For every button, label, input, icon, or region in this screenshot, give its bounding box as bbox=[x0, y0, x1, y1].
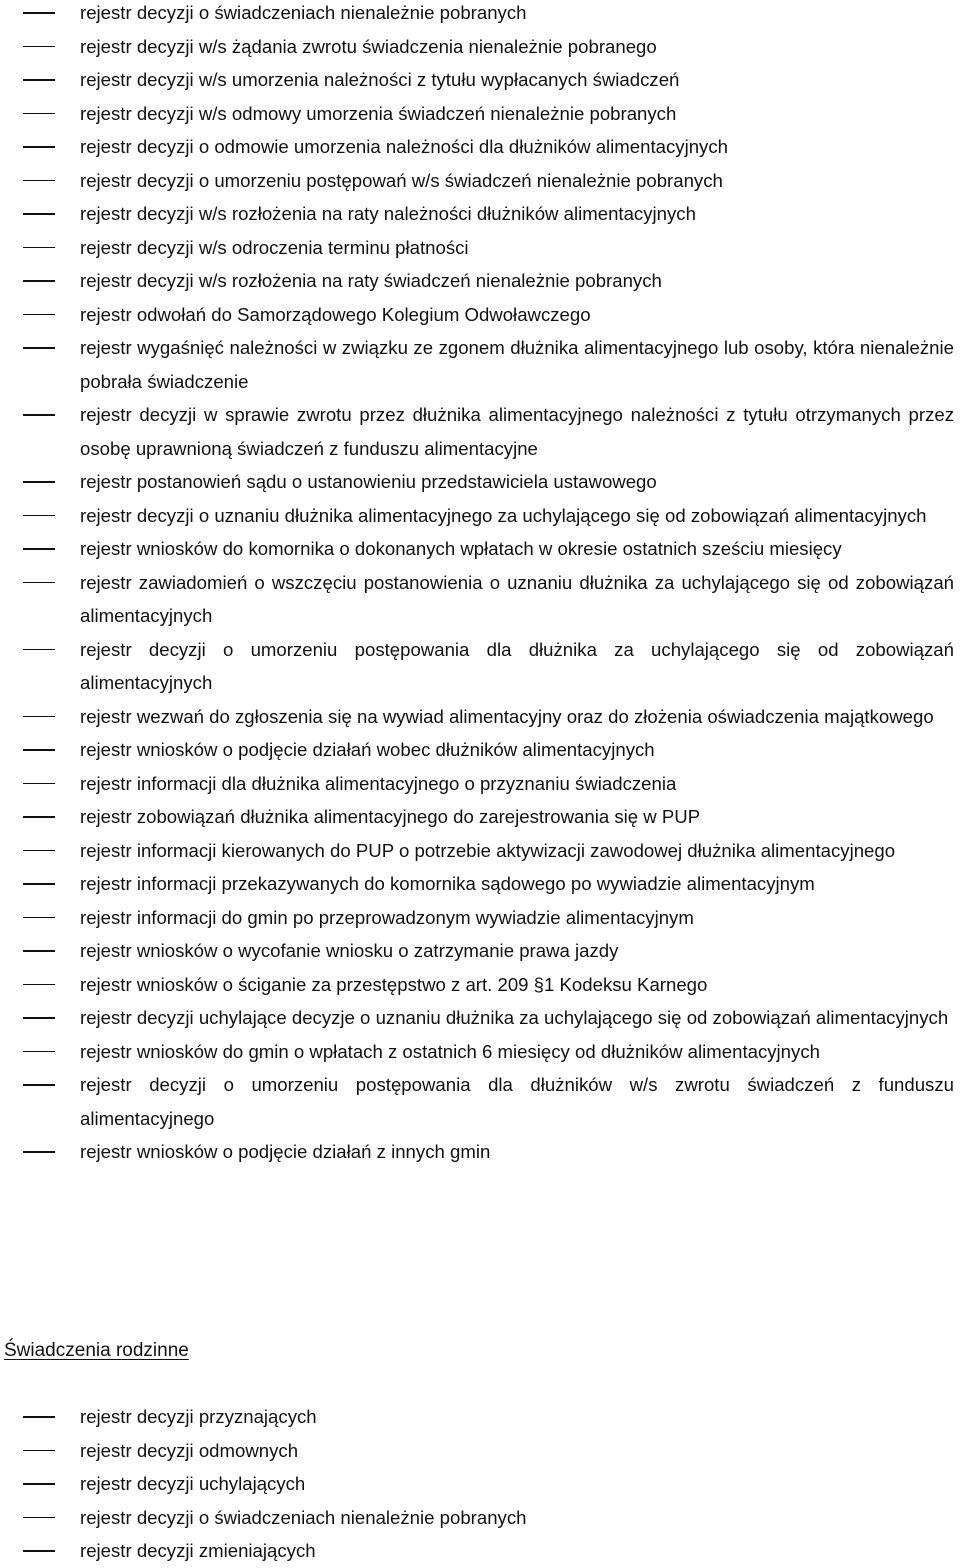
list-item-text: rejestr decyzji zmieniających bbox=[80, 1540, 316, 1561]
list-item bbox=[0, 130, 954, 164]
list-item-text: rejestr decyzji przyznających bbox=[80, 1406, 317, 1427]
dash-bullet-icon bbox=[23, 314, 55, 316]
list-item-text: rejestr wygaśnięć należności w związku ze zgonem dłużnika alimentacyjnego lub osoby, która nienależnie pobrała świadczenie bbox=[80, 337, 954, 392]
dash-bullet-icon bbox=[23, 716, 55, 718]
list-item bbox=[0, 1400, 954, 1434]
list-item bbox=[0, 1534, 954, 1568]
list-item bbox=[0, 1035, 954, 1069]
list-item-text: rejestr decyzji uchylające decyzje o uznaniu dłużnika za uchylającego się od zobowiązań alimentacyjnych bbox=[80, 1007, 949, 1028]
dash-bullet-icon bbox=[23, 481, 55, 483]
dash-bullet-icon bbox=[23, 515, 55, 517]
list-item bbox=[0, 264, 954, 298]
list-item bbox=[0, 934, 954, 968]
dash-bullet-icon bbox=[23, 649, 55, 651]
dash-bullet-icon bbox=[23, 850, 55, 852]
list-item-text: rejestr wezwań do zgłoszenia się na wywiad alimentacyjny oraz do złożenia oświadczenia majątkowego bbox=[80, 705, 934, 727]
list-item-text: rejestr postanowień sądu o ustanowieniu przedstawiciela ustawowego bbox=[80, 471, 657, 492]
dash-bullet-icon bbox=[23, 1151, 55, 1153]
dash-bullet-icon bbox=[23, 1084, 55, 1086]
list-item-text: rejestr decyzji uchylających bbox=[80, 1473, 306, 1494]
dash-bullet-icon bbox=[23, 1416, 55, 1418]
list-item-text: rejestr decyzji w/s umorzenia należności z tytułu wypłacanych świadczeń bbox=[80, 69, 680, 90]
dash-bullet-icon bbox=[23, 12, 55, 14]
list-item bbox=[0, 1467, 954, 1501]
list-item bbox=[0, 1434, 954, 1468]
dash-bullet-icon bbox=[23, 1517, 55, 1519]
register-list-family-benefits bbox=[0, 1400, 960, 1568]
dash-bullet-icon bbox=[23, 1550, 55, 1552]
list-item bbox=[0, 1001, 954, 1035]
list-item-text: rejestr decyzji w/s rozłożenia na raty należności dłużników alimentacyjnych bbox=[80, 203, 696, 224]
dash-bullet-icon bbox=[23, 582, 55, 584]
list-item-text: rejestr decyzji o odmowie umorzenia należności dla dłużników alimentacyjnych bbox=[80, 136, 728, 157]
list-item bbox=[0, 800, 954, 834]
list-item bbox=[0, 733, 954, 767]
list-item-text: rejestr decyzji o umorzeniu postępowania dla dłużnika za uchylającego się od zobowiązań alimentacyjnych bbox=[80, 638, 954, 693]
list-item-text: rejestr decyzji o świadczeniach nienależnie pobranych bbox=[80, 2, 527, 23]
list-item bbox=[0, 901, 954, 935]
dash-bullet-icon bbox=[23, 213, 55, 215]
section-heading: Świadczenia rodzinne bbox=[4, 1340, 189, 1361]
list-item bbox=[0, 97, 954, 131]
list-item-text: rejestr decyzji o uznaniu dłużnika alimentacyjnego za uchylającego się od zobowiązań alimentacyjnych bbox=[80, 504, 927, 526]
list-item-text: rejestr wniosków o wycofanie wniosku o zatrzymanie prawa jazdy bbox=[80, 940, 619, 961]
dash-bullet-icon bbox=[23, 1051, 55, 1053]
list-item-text: rejestr decyzji w sprawie zwrotu przez dłużnika alimentacyjnego należności z tytułu otrzymanych przez osobę uprawnioną świadczeń z funduszu alimentacyjne bbox=[80, 404, 954, 459]
list-item-text: rejestr decyzji o umorzeniu postępowania dla dłużników w/s zwrotu świadczeń z funduszu alimentacyjnego bbox=[80, 1074, 954, 1129]
dash-bullet-icon bbox=[23, 950, 55, 952]
list-item bbox=[0, 465, 954, 499]
dash-bullet-icon bbox=[23, 783, 55, 785]
dash-bullet-icon bbox=[23, 1450, 55, 1452]
list-item-text: rejestr informacji przekazywanych do komornika sądowego po wywiadzie alimentacyjnym bbox=[80, 873, 815, 894]
list-item bbox=[0, 231, 954, 265]
dash-bullet-icon bbox=[23, 46, 55, 48]
list-item bbox=[0, 63, 954, 97]
dash-bullet-icon bbox=[23, 113, 55, 115]
list-item bbox=[0, 532, 954, 566]
list-item bbox=[0, 197, 954, 231]
list-item-text: rejestr decyzji o umorzeniu postępowań w/s świadczeń nienależnie pobranych bbox=[80, 169, 723, 191]
list-item bbox=[0, 767, 954, 801]
list-item-text: rejestr decyzji odmownych bbox=[80, 1439, 299, 1461]
list-item bbox=[0, 1501, 954, 1535]
dash-bullet-icon bbox=[23, 548, 55, 550]
dash-bullet-icon bbox=[23, 347, 55, 349]
list-item-text: rejestr decyzji w/s odroczenia terminu płatności bbox=[80, 236, 469, 258]
dash-bullet-icon bbox=[23, 280, 55, 282]
list-item-text: rejestr informacji do gmin po przeprowadzonym wywiadzie alimentacyjnym bbox=[80, 906, 694, 928]
list-item bbox=[0, 566, 954, 633]
list-item-text: rejestr odwołań do Samorządowego Kolegium Odwoławczego bbox=[80, 303, 591, 325]
list-item bbox=[0, 164, 954, 198]
dash-bullet-icon bbox=[23, 1017, 55, 1019]
list-item bbox=[0, 331, 954, 398]
list-item-text: rejestr informacji dla dłużnika alimentacyjnego o przyznaniu świadczenia bbox=[80, 772, 677, 794]
list-item bbox=[0, 1135, 954, 1169]
list-item-text: rejestr wniosków o ściganie za przestępstwo z art. 209 §1 Kodeksu Karnego bbox=[80, 973, 708, 995]
dash-bullet-icon bbox=[23, 180, 55, 182]
list-item bbox=[0, 30, 954, 64]
list-item bbox=[0, 1068, 954, 1135]
list-item-text: rejestr decyzji w/s odmowy umorzenia świadczeń nienależnie pobranych bbox=[80, 102, 677, 124]
list-item-text: rejestr decyzji w/s żądania zwrotu świadczenia nienależnie pobranego bbox=[80, 35, 657, 57]
dash-bullet-icon bbox=[23, 984, 55, 986]
list-item-text: rejestr wniosków o podjęcie działań z innych gmin bbox=[80, 1141, 491, 1162]
list-item bbox=[0, 633, 954, 700]
list-item bbox=[0, 298, 954, 332]
list-item bbox=[0, 867, 954, 901]
dash-bullet-icon bbox=[23, 1483, 55, 1485]
dash-bullet-icon bbox=[23, 414, 55, 416]
list-item-text: rejestr decyzji o świadczeniach nienależnie pobranych bbox=[80, 1506, 527, 1528]
list-item-text: rejestr zawiadomień o wszczęciu postanowienia o uznaniu dłużnika za uchylającego się od zobowiązań alimentacyjnych bbox=[80, 571, 954, 626]
dash-bullet-icon bbox=[23, 749, 55, 751]
dash-bullet-icon bbox=[23, 79, 55, 81]
dash-bullet-icon bbox=[23, 146, 55, 148]
list-item bbox=[0, 0, 954, 30]
list-item-text: rejestr zobowiązań dłużnika alimentacyjnego do zarejestrowania się w PUP bbox=[80, 806, 701, 827]
list-item-text: rejestr informacji kierowanych do PUP o potrzebie aktywizacji zawodowej dłużnika alimentacyjnego bbox=[80, 839, 896, 861]
list-item bbox=[0, 700, 954, 734]
dash-bullet-icon bbox=[23, 816, 55, 818]
list-item bbox=[0, 834, 954, 868]
dash-bullet-icon bbox=[23, 883, 55, 885]
dash-bullet-icon bbox=[23, 917, 55, 919]
list-item bbox=[0, 398, 954, 465]
list-item bbox=[0, 968, 954, 1002]
list-item-text: rejestr wniosków do gmin o wpłatach z ostatnich 6 miesięcy od dłużników alimentacyjnych bbox=[80, 1040, 820, 1062]
list-item bbox=[0, 499, 954, 533]
list-item-text: rejestr wniosków do komornika o dokonanych wpłatach w okresie ostatnich sześciu miesięcy bbox=[80, 538, 842, 559]
list-item-text: rejestr decyzji w/s rozłożenia na raty świadczeń nienależnie pobranych bbox=[80, 270, 662, 291]
list-item-text: rejestr wniosków o podjęcie działań wobec dłużników alimentacyjnych bbox=[80, 739, 655, 760]
dash-bullet-icon bbox=[23, 247, 55, 249]
